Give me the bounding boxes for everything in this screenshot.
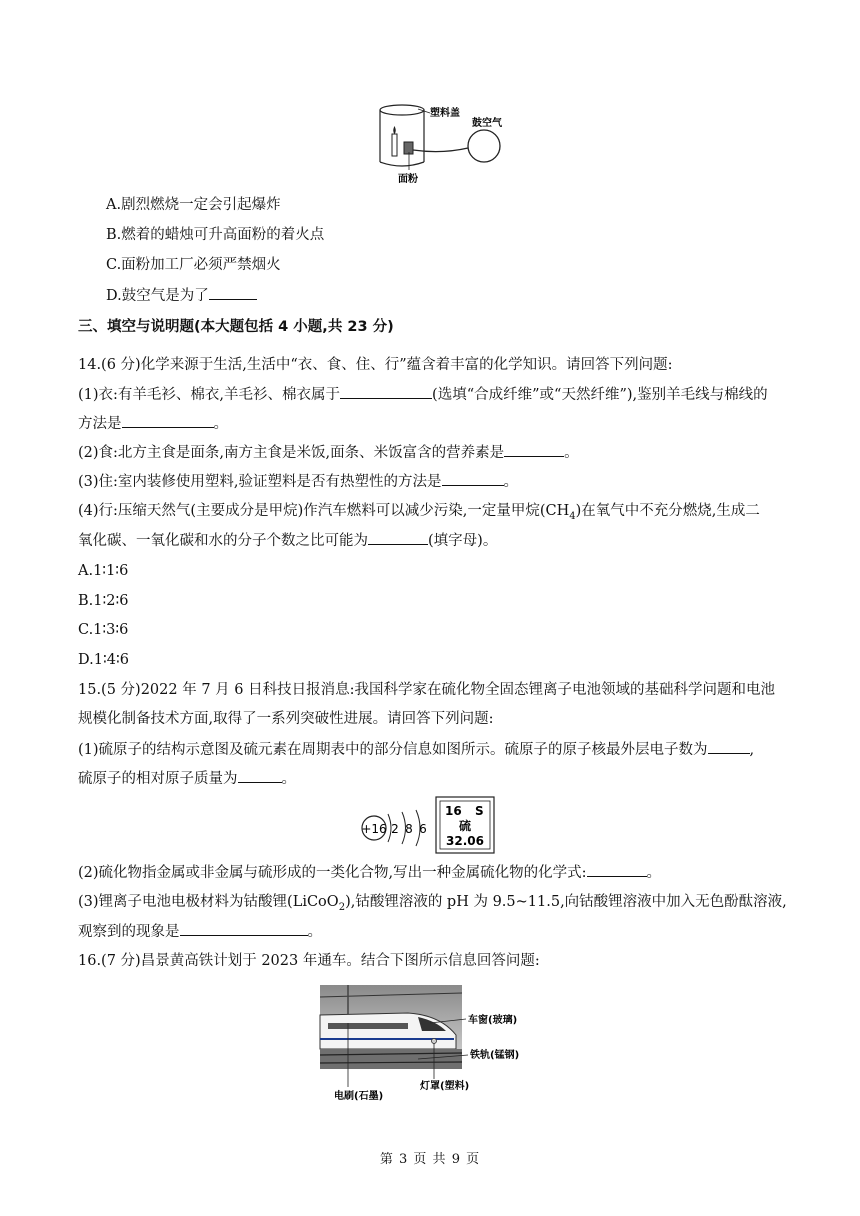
q14-part3 <box>78 471 790 492</box>
q15-part3-text-c: 观察到的现象是 <box>78 924 180 940</box>
atom-structure-diagram <box>358 796 502 854</box>
q14-option-a: A.1∶1∶6 <box>78 563 129 579</box>
q14-part4-line1 <box>78 501 790 527</box>
q14-option-c: C.1∶3∶6 <box>78 622 129 638</box>
q14-option-b: B.1∶2∶6 <box>78 593 129 609</box>
apparatus-diagram <box>372 100 512 192</box>
flour-explosion-figure <box>372 100 512 192</box>
lamp-label: 灯罩(塑料) <box>420 1081 470 1092</box>
q14-part1-line1 <box>78 384 790 405</box>
answer-blank[interactable] <box>238 768 282 783</box>
window-label: 车窗(玻璃) <box>468 1015 518 1026</box>
q14-part1-text-c: 方法是 <box>78 416 122 432</box>
answer-blank[interactable] <box>368 530 428 545</box>
q14-part3-text: (3)住:室内装修使用塑料,验证塑料是否有热塑性的方法是 <box>78 474 442 490</box>
q15-stem-line1: 15.(5 分)2022 年 7 月 6 日科技日报消息:我国科学家在硫化物全固态锂离子电池领域的基础科学问题和电池 <box>78 682 775 698</box>
q13-option-d <box>106 285 790 306</box>
shell-2-electrons: 8 <box>405 822 413 836</box>
q14-stem: 14.(6 分)化学来源于生活,生活中“衣、食、住、行”蕴含着丰富的化学知识。请回答下列问题: <box>78 357 673 373</box>
subscript: 2 <box>338 901 346 913</box>
q15-part2-text: (2)硫化物指金属或非金属与硫形成的一类化合物,写出一种金属硫化物的化学式: <box>78 865 587 881</box>
q14-part4-text-b: )在氧气中不充分燃烧,生成二 <box>575 503 760 519</box>
answer-blank[interactable] <box>504 442 564 457</box>
q13-option-b: B.燃着的蜡烛可升高面粉的着火点 <box>106 227 325 243</box>
q15-part1-line2 <box>78 768 790 789</box>
subscript: 4 <box>569 510 576 522</box>
q14-part2-text: (2)食:北方主食是面条,南方主食是米饭,面条、米饭富含的营养素是 <box>78 445 505 461</box>
atomic-number: 16 <box>445 804 462 818</box>
answer-blank[interactable] <box>340 384 432 399</box>
q15-part3-text-a: (3)锂离子电池电极材料为钴酸锂(LiCoO <box>78 894 339 910</box>
q14-part4-text-c: 氧化碳、一氧化碳和水的分子个数之比可能为 <box>78 533 368 549</box>
answer-blank[interactable] <box>587 862 647 877</box>
q14-part1-text-a: (1)衣:有羊毛衫、棉衣,羊毛衫、棉衣属于 <box>78 387 341 403</box>
period: 。 <box>564 445 579 461</box>
flour-label: 面粉 <box>398 174 418 185</box>
nucleus-charge: +16 <box>361 822 387 836</box>
q16-stem: 16.(7 分)昌景黄高铁计划于 2023 年通车。结合下图所示信息回答问题: <box>78 953 540 969</box>
q15-part2 <box>78 862 790 883</box>
train-figure <box>318 983 544 1103</box>
answer-blank[interactable] <box>708 739 750 754</box>
rail-label: 铁轨(锰钢) <box>470 1050 520 1061</box>
q14-part1-line2 <box>78 413 790 434</box>
q15-part1-text-a: (1)硫原子的结构示意图及硫元素在周期表中的部分信息如图所示。硫原子的原子核最外层电子数为 <box>78 742 708 758</box>
answer-blank[interactable] <box>122 413 214 428</box>
shell-3-electrons: 6 <box>419 822 427 836</box>
q15-part3-line1 <box>78 892 790 918</box>
brush-label: 电刷(石墨) <box>334 1091 384 1102</box>
element-symbol: S <box>475 804 484 818</box>
period: 。 <box>503 474 519 490</box>
comma: , <box>749 742 755 758</box>
q13-option-d-text: D.鼓空气是为了 <box>106 288 209 304</box>
q15-stem-line2: 规模化制备技术方面,取得了一系列突破性进展。请回答下列问题: <box>78 711 494 727</box>
q15-part3-line2 <box>78 921 790 942</box>
q14-part4-text-d: (填字母)。 <box>428 533 498 549</box>
section-3-heading: 三、填空与说明题(本大题包括 4 小题,共 23 分) <box>78 319 394 335</box>
q15-part1-line1 <box>78 739 790 760</box>
q14-option-d: D.1∶4∶6 <box>78 652 129 668</box>
lid-label: 塑料盖 <box>430 108 460 119</box>
q13-option-a: A.剧烈燃烧一定会引起爆炸 <box>106 197 281 213</box>
atomic-mass: 32.06 <box>446 834 484 848</box>
q15-part3-text-b: ),钴酸锂溶液的 pH 为 9.5~11.5,向钴酸锂溶液中加入无色酚酞溶液, <box>345 894 787 910</box>
q13-option-c: C.面粉加工厂必须严禁烟火 <box>106 257 281 273</box>
shell-1-electrons: 2 <box>391 822 399 836</box>
answer-blank[interactable] <box>180 921 308 936</box>
period: 。 <box>307 924 322 940</box>
element-name: 硫 <box>458 819 472 833</box>
period: 。 <box>281 771 296 787</box>
air-label: 鼓空气 <box>472 118 502 129</box>
q14-part4-line2 <box>78 530 790 551</box>
sulfur-atom-figure <box>358 796 502 854</box>
train-illustration <box>318 983 544 1103</box>
q14-part4-text-a: (4)行:压缩天然气(主要成分是甲烷)作汽车燃料可以减少污染,一定量甲烷(CH <box>78 503 570 519</box>
answer-blank[interactable] <box>209 285 257 300</box>
answer-blank[interactable] <box>442 471 504 486</box>
q14-part2 <box>78 442 790 463</box>
period: 。 <box>213 416 228 432</box>
period: 。 <box>646 865 662 881</box>
q14-part1-text-b: (选填“合成纤维”或“天然纤维”),鉴别羊毛线与棉线的 <box>432 387 768 403</box>
page-footer: 第 3 页 共 9 页 <box>379 1152 481 1167</box>
q15-part1-text-c: 硫原子的相对原子质量为 <box>78 771 238 787</box>
